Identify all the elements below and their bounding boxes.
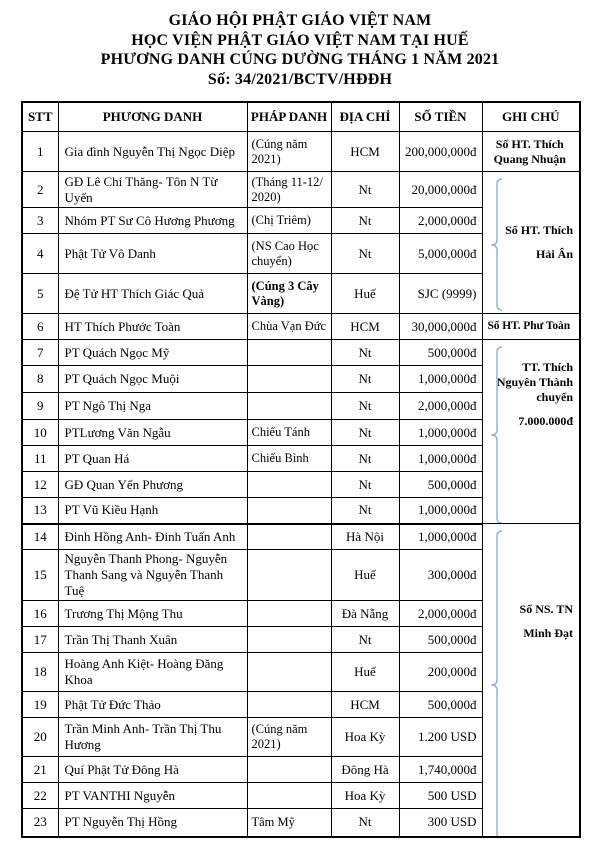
cell-so-tien: 30,000,000đ <box>399 314 482 340</box>
cell-so-tien: 1,000,000đ <box>399 366 482 393</box>
cell-dia-chi: HCM <box>331 314 399 340</box>
donation-table-body <box>22 132 580 837</box>
cell-stt: 17 <box>22 627 58 653</box>
cell-phuong-danh: HT Thích Phước Toàn <box>58 314 247 340</box>
cell-dia-chi: Huế <box>331 550 399 601</box>
cell-stt: 14 <box>22 524 58 550</box>
cell-stt: 16 <box>22 601 58 627</box>
cell-phap-danh <box>247 393 331 420</box>
cell-so-tien: 500,000đ <box>399 472 482 498</box>
cell-stt: 23 <box>22 809 58 837</box>
cell-so-tien: 500 USD <box>399 783 482 809</box>
cell-stt: 12 <box>22 472 58 498</box>
cell-stt: 19 <box>22 692 58 718</box>
cell-stt: 21 <box>22 757 58 783</box>
note-cell <box>482 340 580 524</box>
cell-phuong-danh: GĐ Lê Chí Thăng- Tôn N Từ Uyển <box>58 172 247 208</box>
note-cell <box>482 132 580 172</box>
cell-phuong-danh: Đinh Hồng Anh- Đinh Tuấn Anh <box>58 524 247 550</box>
cell-dia-chi: Nt <box>331 498 399 524</box>
cell-dia-chi: Nt <box>331 366 399 393</box>
note-cell <box>482 172 580 314</box>
cell-phap-danh: Chiếu Tánh <box>247 420 331 446</box>
cell-phap-danh <box>247 627 331 653</box>
cell-phuong-danh: Phật Tử Vô Danh <box>58 234 247 274</box>
cell-phap-danh <box>247 601 331 627</box>
note-cell <box>482 524 580 837</box>
table-row <box>22 524 580 550</box>
cell-stt: 4 <box>22 234 58 274</box>
cell-so-tien: 2,000,000đ <box>399 393 482 420</box>
note-text: Sổ HT. Phư Toàn <box>487 320 571 332</box>
brace-icon <box>488 346 504 524</box>
brace-icon <box>488 178 504 311</box>
note-text: Sổ NS. TN Minh Đạt <box>519 602 573 640</box>
title-line-organization: GIÁO HỘI PHẬT GIÁO VIỆT NAM <box>168 12 432 29</box>
cell-phuong-danh: Hoàng Anh Kiệt- Hoàng Đăng Khoa <box>58 653 247 692</box>
cell-phuong-danh: Trần Minh Anh- Trần Thị Thu Hương <box>58 718 247 757</box>
cell-phuong-danh: PT Ngô Thị Nga <box>58 393 247 420</box>
cell-phap-danh: (NS Cao Học chuyển) <box>247 234 331 274</box>
cell-dia-chi: Nt <box>331 472 399 498</box>
cell-dia-chi: Nt <box>331 446 399 472</box>
column-header-ghi-chu: GHI CHÚ <box>482 102 580 132</box>
column-header-phap-danh: PHÁP DANH <box>247 102 331 132</box>
cell-phap-danh: Tâm Mỹ <box>247 809 331 837</box>
brace-icon <box>488 530 504 837</box>
cell-so-tien: 500,000đ <box>399 340 482 366</box>
cell-phap-danh <box>247 366 331 393</box>
cell-phuong-danh: Trương Thị Mộng Thu <box>58 601 247 627</box>
cell-phap-danh <box>247 340 331 366</box>
note-text: TT. Thích Nguyên Thành chuyển 7.000.000đ <box>496 360 573 428</box>
cell-so-tien: 1,000,000đ <box>399 524 482 550</box>
cell-dia-chi: Huế <box>331 274 399 314</box>
cell-dia-chi: Hoa Kỳ <box>331 718 399 757</box>
cell-stt: 6 <box>22 314 58 340</box>
note-text: Sổ HT. Thích Quang Nhuận <box>493 136 566 166</box>
cell-dia-chi: Nt <box>331 340 399 366</box>
cell-so-tien: SJC (9999) <box>399 274 482 314</box>
cell-stt: 13 <box>22 498 58 524</box>
cell-so-tien: 500,000đ <box>399 692 482 718</box>
cell-dia-chi: Nt <box>331 208 399 234</box>
column-header-so-tien: SỐ TIỀN <box>399 102 482 132</box>
title-line-institution: HỌC VIỆN PHẬT GIÁO VIỆT NAM TẠI HUẾ <box>131 31 469 49</box>
cell-stt: 15 <box>22 550 58 601</box>
cell-phap-danh <box>247 692 331 718</box>
column-header-phuong-danh: PHƯƠNG DANH <box>58 102 247 132</box>
cell-stt: 10 <box>22 420 58 446</box>
cell-dia-chi: Nt <box>331 420 399 446</box>
cell-dia-chi: Hà Nội <box>331 524 399 550</box>
cell-so-tien: 200,000,000đ <box>399 132 482 172</box>
cell-phuong-danh: PTLương Văn Ngẫu <box>58 420 247 446</box>
cell-phuong-danh: Gia đình Nguyễn Thị Ngọc Diệp <box>58 132 247 172</box>
cell-stt: 3 <box>22 208 58 234</box>
cell-so-tien: 20,000,000đ <box>399 172 482 208</box>
table-row <box>22 172 580 208</box>
cell-phap-danh <box>247 472 331 498</box>
cell-so-tien: 1,740,000đ <box>399 757 482 783</box>
cell-phuong-danh: PT Nguyễn Thị Hồng <box>58 809 247 837</box>
document-title <box>0 0 600 89</box>
donation-table <box>21 101 581 838</box>
column-header-dia-chi: ĐỊA CHỈ <box>331 102 399 132</box>
cell-phap-danh <box>247 757 331 783</box>
cell-so-tien: 500,000đ <box>399 627 482 653</box>
cell-stt: 8 <box>22 366 58 393</box>
cell-phap-danh <box>247 550 331 601</box>
cell-dia-chi: Đông Hà <box>331 757 399 783</box>
table-row <box>22 314 580 340</box>
cell-phuong-danh: Nhóm PT Sư Cô Hương Phương <box>58 208 247 234</box>
cell-phuong-danh: Trần Thị Thanh Xuân <box>58 627 247 653</box>
cell-phuong-danh: GĐ Quan Yến Phương <box>58 472 247 498</box>
cell-stt: 7 <box>22 340 58 366</box>
cell-phuong-danh: PT Vũ Kiều Hạnh <box>58 498 247 524</box>
cell-dia-chi: Hoa Kỳ <box>331 783 399 809</box>
cell-phap-danh: Chùa Vạn Đức <box>247 314 331 340</box>
cell-stt: 11 <box>22 446 58 472</box>
cell-phap-danh: Chiếu Bình <box>247 446 331 472</box>
table-row <box>22 340 580 366</box>
cell-phuong-danh: Nguyễn Thanh Phong- Nguyễn Thanh Sang và Nguyễn Thanh Tuệ <box>58 550 247 601</box>
cell-stt: 18 <box>22 653 58 692</box>
cell-stt: 22 <box>22 783 58 809</box>
cell-phap-danh: (Chị Triêm) <box>247 208 331 234</box>
cell-so-tien: 5,000,000đ <box>399 234 482 274</box>
table-row <box>22 132 580 172</box>
cell-phuong-danh: PT Quách Ngọc Mỹ <box>58 340 247 366</box>
cell-dia-chi: Nt <box>331 809 399 837</box>
cell-phap-danh <box>247 783 331 809</box>
cell-phap-danh <box>247 524 331 550</box>
cell-phap-danh: (Cúng năm 2021) <box>247 132 331 172</box>
cell-phap-danh: (Tháng 11-12/ 2020) <box>247 172 331 208</box>
cell-phap-danh <box>247 498 331 524</box>
cell-so-tien: 1,000,000đ <box>399 446 482 472</box>
cell-stt: 5 <box>22 274 58 314</box>
cell-phuong-danh: PT Quách Ngọc Muội <box>58 366 247 393</box>
cell-dia-chi: Nt <box>331 393 399 420</box>
cell-phap-danh <box>247 653 331 692</box>
cell-stt: 20 <box>22 718 58 757</box>
note-text: Sổ HT. Thích Hải Ân <box>505 223 573 261</box>
header-row <box>22 102 580 132</box>
cell-so-tien: 1.200 USD <box>399 718 482 757</box>
cell-dia-chi: Nt <box>331 234 399 274</box>
cell-phuong-danh: Đệ Tử HT Thích Giác Quả <box>58 274 247 314</box>
cell-phuong-danh: PT Quan Há <box>58 446 247 472</box>
cell-stt: 1 <box>22 132 58 172</box>
title-line-document-number: Số: 34/2021/BCTV/HĐĐH <box>207 70 393 88</box>
cell-dia-chi: HCM <box>331 132 399 172</box>
cell-stt: 9 <box>22 393 58 420</box>
cell-so-tien: 200,000đ <box>399 653 482 692</box>
cell-phap-danh: (Cúng năm 2021) <box>247 718 331 757</box>
cell-phuong-danh: Quí Phật Tử Đông Hà <box>58 757 247 783</box>
cell-phuong-danh: Phật Tử Đức Thảo <box>58 692 247 718</box>
cell-so-tien: 2,000,000đ <box>399 208 482 234</box>
title-line-subject: PHƯƠNG DANH CÚNG DƯỜNG THÁNG 1 NĂM 2021 <box>100 51 500 68</box>
cell-so-tien: 1,000,000đ <box>399 498 482 524</box>
cell-so-tien: 300 USD <box>399 809 482 837</box>
cell-dia-chi: Nt <box>331 627 399 653</box>
cell-phuong-danh: PT VANTHI Nguyễn <box>58 783 247 809</box>
cell-dia-chi: Nt <box>331 172 399 208</box>
cell-dia-chi: Đà Nẵng <box>331 601 399 627</box>
table-header <box>22 102 580 132</box>
cell-dia-chi: Huế <box>331 653 399 692</box>
cell-so-tien: 2,000,000đ <box>399 601 482 627</box>
cell-dia-chi: HCM <box>331 692 399 718</box>
column-header-stt: STT <box>22 102 58 132</box>
note-cell <box>482 314 580 340</box>
cell-stt: 2 <box>22 172 58 208</box>
cell-so-tien: 1,000,000đ <box>399 420 482 446</box>
cell-phap-danh: (Cúng 3 Cây Vàng) <box>247 274 331 314</box>
cell-so-tien: 300,000đ <box>399 550 482 601</box>
